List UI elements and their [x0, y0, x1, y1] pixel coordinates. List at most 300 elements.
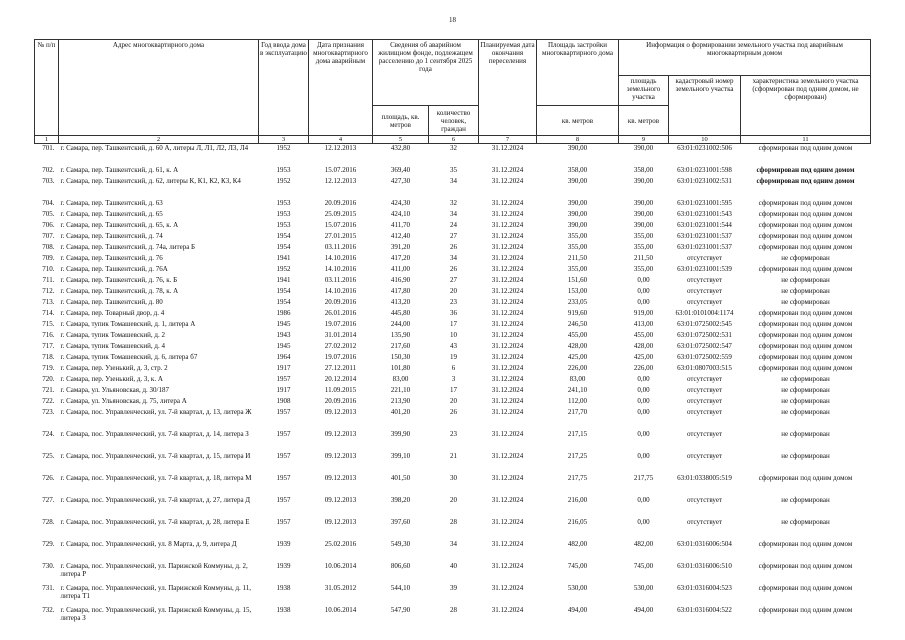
row-land-status: сформирован под одним домом — [758, 308, 853, 317]
row-cadastral: 63:01:0231002:506 — [677, 144, 732, 152]
table-row — [35, 375, 871, 386]
table-row — [35, 474, 871, 496]
row-area: 101,80 — [390, 363, 411, 372]
table-row — [35, 584, 871, 606]
row-building-area: 241,10 — [567, 385, 588, 394]
header-emergency-date: Дата признания многоквартирного дома аварийным — [309, 40, 373, 136]
row-cadastral: 63:01:0231001:543 — [677, 209, 732, 218]
row-address: г. Самара, пер. Ташкентский, д. 65, к. А — [60, 220, 179, 229]
row-plan-date: 31.12.2024 — [491, 583, 524, 592]
row-year: 1952 — [276, 144, 291, 152]
row-land-area: 428,00 — [633, 341, 654, 350]
row-plan-date: 31.12.2024 — [491, 319, 524, 328]
row-year: 1917 — [276, 363, 291, 372]
row-year: 1954 — [276, 231, 291, 240]
row-address: г. Самара, пос. Управленческий, ул. 7-й квартал, д. 18, литера М — [60, 473, 252, 482]
row-year: 1952 — [276, 176, 291, 185]
row-land-area: 390,00 — [633, 209, 654, 218]
row-people: 34 — [450, 209, 457, 218]
row-people: 17 — [450, 319, 457, 328]
row-address: г. Самара, пос. Управленческий, ул. 7-й квартал, д. 13, литера Ж — [60, 407, 252, 416]
header-land-status: характеристика земельного участка (сформирован под одним домом, не сформирован) — [741, 76, 871, 136]
row-year: 1941 — [276, 275, 291, 284]
row-address: г. Самара, пер. Ташкентский, д. 65 — [60, 209, 163, 218]
row-address: г. Самара, тупик Томашевский, д. 2 — [60, 330, 165, 339]
row-address: г. Самара, пер. Ташкентский, д. 60 А, литеры Л, Л1, Л2, Л3, Л4 — [60, 144, 249, 152]
row-land-status: сформирован под одним домом — [756, 176, 855, 185]
row-cadastral: отсутствует — [686, 286, 723, 295]
row-area: 221,10 — [390, 385, 411, 394]
row-land-area: 745,00 — [633, 561, 654, 570]
row-address: г. Самара, пер. Узенький, д. 3, стр. 2 — [60, 363, 168, 372]
row-plan-date: 31.12.2024 — [491, 451, 524, 460]
row-area: 413,20 — [390, 297, 411, 306]
row-people: 32 — [450, 198, 457, 207]
row-cadastral: отсутствует — [686, 297, 723, 306]
row-cadastral: отсутствует — [686, 275, 723, 284]
header-year: Год ввода дома в эксплуатацию — [259, 40, 309, 136]
row-land-status: не сформирован — [781, 451, 830, 460]
table-row — [35, 298, 871, 309]
row-number: 716. — [42, 330, 55, 339]
table-row — [35, 452, 871, 474]
row-year: 1917 — [276, 385, 291, 394]
row-plan-date: 31.12.2024 — [491, 198, 524, 207]
table-row — [35, 309, 871, 320]
row-number: 723. — [42, 407, 55, 416]
row-area: 83,00 — [392, 374, 409, 383]
row-address: г. Самара, ул. Ульяновская, д. 75, литера А — [60, 396, 187, 405]
row-people: 10 — [450, 330, 457, 339]
row-land-status: сформирован под одним домом — [758, 341, 853, 350]
row-year: 1957 — [276, 407, 291, 416]
row-number: 706. — [42, 220, 55, 229]
row-land-area: 226,00 — [633, 363, 654, 372]
row-address: г. Самара, пос. Управленческий, ул. 7-й квартал, д. 15, литера И — [60, 451, 251, 460]
row-land-status: сформирован под одним домом — [758, 605, 853, 614]
row-cadastral: 63:01:0231001:537 — [677, 242, 732, 251]
row-building-area: 919,60 — [567, 308, 588, 317]
row-number: 731. — [42, 583, 55, 592]
row-year: 1939 — [276, 561, 291, 570]
row-year: 1957 — [276, 473, 291, 482]
row-plan-date: 31.12.2024 — [491, 352, 524, 361]
row-building-area: 217,70 — [567, 407, 588, 416]
row-land-status: сформирован под одним домом — [758, 352, 853, 361]
row-land-area: 0,00 — [637, 297, 650, 306]
table-row — [35, 562, 871, 584]
row-emergency-date: 25.09.2015 — [324, 209, 357, 218]
row-area: 547,90 — [390, 605, 411, 614]
row-emergency-date: 19.07.2016 — [324, 352, 357, 361]
row-emergency-date: 31.05.2012 — [324, 583, 357, 592]
row-plan-date: 31.12.2024 — [491, 220, 524, 229]
row-cadastral: отсутствует — [686, 495, 723, 504]
row-people: 3 — [451, 374, 456, 383]
row-people: 43 — [450, 341, 457, 350]
row-emergency-date: 31.01.2014 — [324, 330, 357, 339]
column-number: 6 — [429, 136, 479, 144]
row-area: 549,30 — [390, 539, 411, 548]
row-emergency-date: 10.06.2014 — [324, 561, 357, 570]
table-row — [35, 177, 871, 199]
table-row — [35, 496, 871, 518]
row-people: 20 — [450, 286, 457, 295]
row-address: г. Самара, пос. Управленческий, ул. 7-й квартал, д. 27, литера Д — [60, 495, 251, 504]
table-row — [35, 199, 871, 210]
row-year: 1986 — [276, 308, 291, 317]
row-cadastral: 63:01:0101004:1174 — [675, 308, 734, 317]
row-land-area: 413,00 — [633, 319, 654, 328]
row-plan-date: 31.12.2024 — [491, 407, 524, 416]
row-people: 24 — [450, 220, 457, 229]
row-year: 1908 — [276, 396, 291, 405]
header-number: № п/п — [35, 40, 59, 136]
row-emergency-date: 15.07.2016 — [324, 220, 357, 229]
row-people: 27 — [450, 231, 457, 240]
row-building-area: 530,00 — [567, 583, 588, 592]
row-year: 1953 — [276, 165, 291, 174]
header-land-area: площадь земельного участка — [619, 76, 669, 106]
column-number: 8 — [537, 136, 619, 144]
row-plan-date: 31.12.2024 — [491, 297, 524, 306]
row-cadastral: отсутствует — [686, 396, 723, 405]
table-row — [35, 276, 871, 287]
row-land-area: 0,00 — [637, 396, 650, 405]
row-land-status: сформирован под одним домом — [758, 330, 853, 339]
row-address: г. Самара, тупик Томашевский, д. 1, литера А — [60, 319, 196, 328]
row-cadastral: 63:01:0338005:519 — [677, 473, 732, 482]
row-cadastral: 63:01:0807003:515 — [677, 363, 732, 372]
row-people: 26 — [450, 264, 457, 273]
row-people: 28 — [450, 517, 457, 526]
row-emergency-date: 12.12.2013 — [324, 176, 357, 185]
column-number-row — [35, 136, 871, 144]
row-land-area: 390,00 — [633, 144, 654, 152]
row-building-area: 217,25 — [567, 451, 588, 460]
row-year: 1957 — [276, 374, 291, 383]
row-people: 28 — [450, 605, 457, 614]
row-people: 36 — [450, 308, 457, 317]
row-number: 729. — [42, 539, 55, 548]
row-emergency-date: 09.12.2013 — [324, 473, 357, 482]
row-building-area: 482,00 — [567, 539, 588, 548]
row-number: 718. — [42, 352, 55, 361]
row-plan-date: 31.12.2024 — [491, 385, 524, 394]
row-number: 708. — [42, 242, 55, 251]
row-address: г. Самара, тупик Томашевский, д. 6, литера б7 — [60, 352, 198, 361]
row-year: 1953 — [276, 198, 291, 207]
row-land-area: 0,00 — [637, 286, 650, 295]
row-emergency-date: 15.07.2016 — [324, 165, 357, 174]
column-number: 4 — [309, 136, 373, 144]
row-land-area: 355,00 — [633, 242, 654, 251]
row-people: 34 — [450, 253, 457, 262]
row-people: 27 — [450, 275, 457, 284]
row-area: 369,40 — [390, 165, 411, 174]
row-cadastral: 63:01:0316006:504 — [677, 539, 732, 548]
row-emergency-date: 19.07.2016 — [324, 319, 357, 328]
header-plan-date: Планируемая дата окончания переселения — [479, 40, 537, 136]
row-area: 135,90 — [390, 330, 411, 339]
row-plan-date: 31.12.2024 — [491, 561, 524, 570]
row-land-area: 211,50 — [634, 253, 653, 262]
row-cadastral: 63:01:0725002:545 — [677, 319, 732, 328]
row-land-area: 217,75 — [633, 473, 654, 482]
table-row — [35, 353, 871, 364]
header-fund-group: Сведения об аварийном жилищном фонде, подлежащем расселению до 1 сентября 2025 года — [373, 40, 479, 106]
table-row — [35, 364, 871, 375]
row-land-status: сформирован под одним домом — [758, 198, 853, 207]
row-building-area: 390,00 — [567, 144, 588, 152]
row-land-status: сформирован под одним домом — [758, 319, 853, 328]
page-number: 18 — [449, 16, 456, 24]
row-cadastral: 63:01:0231001:537 — [677, 231, 732, 240]
row-land-area: 0,00 — [637, 429, 650, 438]
table-row — [35, 254, 871, 265]
row-land-status: не сформирован — [781, 407, 830, 416]
row-number: 719. — [42, 363, 55, 372]
row-number: 710. — [42, 264, 55, 273]
row-emergency-date: 20.09.2016 — [324, 297, 357, 306]
row-cadastral: отсутствует — [686, 451, 723, 460]
row-area: 424,30 — [390, 198, 411, 207]
row-people: 34 — [450, 176, 457, 185]
row-land-status: сформирован под одним домом — [758, 264, 853, 273]
column-number: 2 — [59, 136, 259, 144]
row-number: 707. — [42, 231, 55, 240]
row-land-status: сформирован под одним домом — [758, 473, 853, 482]
row-plan-date: 31.12.2024 — [491, 231, 524, 240]
row-people: 6 — [451, 363, 456, 372]
row-area: 217,60 — [390, 341, 411, 350]
row-land-area: 530,00 — [633, 583, 654, 592]
row-land-area: 0,00 — [637, 275, 650, 284]
row-land-area: 482,00 — [633, 539, 654, 548]
row-plan-date: 31.12.2024 — [491, 275, 524, 284]
row-building-area: 246,50 — [567, 319, 588, 328]
header-land-unit: кв. метров — [619, 106, 669, 136]
row-emergency-date: 14.10.2016 — [324, 253, 357, 262]
row-area: 427,30 — [390, 176, 411, 185]
row-plan-date: 31.12.2024 — [491, 242, 524, 251]
row-people: 34 — [450, 539, 457, 548]
header-land-group: Информация о формировании земельного участка под аварийным многоквартирным домом — [619, 40, 871, 76]
table-row — [35, 408, 871, 430]
row-land-status: не сформирован — [781, 517, 830, 526]
row-cadastral: 63:01:0316004:522 — [677, 605, 732, 614]
row-land-area: 0,00 — [637, 407, 650, 416]
row-number: 721. — [42, 385, 55, 394]
row-address: г. Самара, пос. Управленческий, ул. Парижской Коммуны, д. 2, литера Р — [60, 561, 248, 578]
row-emergency-date: 27.12.2011 — [324, 363, 357, 372]
table-row — [35, 540, 871, 562]
row-area: 411,70 — [391, 220, 410, 229]
row-year: 1957 — [276, 451, 291, 460]
row-land-status: сформирован под одним домом — [758, 220, 853, 229]
row-land-area: 425,00 — [633, 352, 654, 361]
table-body — [35, 144, 871, 628]
row-emergency-date: 11.09.2015 — [324, 385, 357, 394]
row-emergency-date: 20.09.2016 — [324, 396, 357, 405]
row-number: 720. — [42, 374, 55, 383]
row-plan-date: 31.12.2024 — [491, 144, 524, 152]
row-year: 1943 — [276, 330, 291, 339]
row-building-area: 455,00 — [567, 330, 588, 339]
row-number: 713. — [42, 297, 55, 306]
row-people: 26 — [450, 242, 457, 251]
row-area: 244,00 — [390, 319, 411, 328]
row-plan-date: 31.12.2024 — [491, 264, 524, 273]
row-plan-date: 31.12.2024 — [491, 330, 524, 339]
row-year: 1941 — [276, 253, 291, 262]
table-row — [35, 243, 871, 254]
row-address: г. Самара, пер. Узенький, д. 3, к. А — [60, 374, 163, 383]
row-area: 397,60 — [390, 517, 411, 526]
row-people: 39 — [450, 583, 457, 592]
row-land-status: сформирован под одним домом — [758, 231, 853, 240]
row-cadastral: 63:01:0231002:531 — [677, 176, 732, 185]
row-emergency-date: 20.12.2014 — [324, 374, 357, 383]
row-year: 1954 — [276, 286, 291, 295]
row-emergency-date: 03.11.2016 — [324, 242, 357, 251]
row-building-area: 226,00 — [567, 363, 588, 372]
row-people: 26 — [450, 407, 457, 416]
row-land-area: 390,00 — [633, 176, 654, 185]
row-area: 417,80 — [390, 286, 411, 295]
row-area: 398,20 — [390, 495, 411, 504]
row-cadastral: отсутствует — [686, 253, 723, 262]
row-emergency-date: 27.01.2015 — [324, 231, 357, 240]
row-emergency-date: 09.12.2013 — [324, 495, 357, 504]
row-cadastral: 63:01:0316006:510 — [677, 561, 732, 570]
header-cadastral: кадастровый номер земельного участка — [669, 76, 741, 136]
row-building-area: 217,75 — [567, 473, 588, 482]
row-area: 416,90 — [390, 275, 411, 284]
row-plan-date: 31.12.2024 — [491, 308, 524, 317]
row-people: 19 — [450, 352, 457, 361]
row-area: 417,20 — [390, 253, 411, 262]
row-people: 23 — [450, 297, 457, 306]
row-plan-date: 31.12.2024 — [491, 209, 524, 218]
row-plan-date: 31.12.2024 — [491, 473, 524, 482]
row-area: 544,10 — [390, 583, 411, 592]
row-address: г. Самара, пер. Ташкентский, д. 74а, литера Б — [60, 242, 196, 251]
row-number: 730. — [42, 561, 55, 570]
row-cadastral: отсутствует — [686, 429, 723, 438]
row-people: 20 — [450, 495, 457, 504]
row-emergency-date: 25.02.2016 — [324, 539, 357, 548]
column-number: 11 — [741, 136, 871, 144]
row-emergency-date: 09.12.2013 — [324, 429, 357, 438]
row-year: 1939 — [276, 539, 291, 548]
row-address: г. Самара, пер. Ташкентский, д. 63 — [60, 198, 163, 207]
table-row — [35, 210, 871, 221]
row-address: г. Самара, пос. Управленческий, ул. 7-й квартал, д. 14, литера З — [60, 429, 249, 438]
row-area: 150,30 — [390, 352, 411, 361]
row-year: 1953 — [276, 220, 291, 229]
row-land-area: 919,00 — [633, 308, 654, 317]
row-building-area: 211,50 — [568, 253, 587, 262]
row-area: 411,00 — [391, 264, 410, 273]
row-land-status: не сформирован — [781, 253, 830, 262]
row-address: г. Самара, пос. Управленческий, ул. Парижской Коммуны, д. 11, литера Т1 — [60, 583, 252, 600]
row-land-area: 355,00 — [633, 231, 654, 240]
row-cadastral: 63:01:0725002:547 — [677, 341, 732, 350]
row-year: 1953 — [276, 209, 291, 218]
row-year: 1938 — [276, 583, 291, 592]
column-number: 5 — [373, 136, 429, 144]
row-number: 725. — [42, 451, 55, 460]
row-land-status: сформирован под одним домом — [758, 209, 853, 218]
row-land-status: не сформирован — [781, 275, 830, 284]
table-row — [35, 144, 871, 166]
table-row — [35, 232, 871, 243]
row-address: г. Самара, пер. Ташкентский, д. 76А — [60, 264, 168, 273]
row-building-area: 425,00 — [567, 352, 588, 361]
row-plan-date: 31.12.2024 — [491, 165, 524, 174]
row-cadastral: 63:01:0725002:559 — [677, 352, 732, 361]
row-area: 424,10 — [390, 209, 411, 218]
row-number: 722. — [42, 396, 55, 405]
table-row — [35, 518, 871, 540]
row-area: 391,20 — [390, 242, 411, 251]
row-building-area: 83,00 — [569, 374, 586, 383]
row-land-area: 0,00 — [637, 374, 650, 383]
row-land-status: не сформирован — [781, 429, 830, 438]
row-land-status: сформирован под одним домом — [758, 583, 853, 592]
row-emergency-date: 14.10.2016 — [324, 286, 357, 295]
row-building-area: 217,15 — [567, 429, 588, 438]
row-number: 704. — [42, 198, 55, 207]
row-emergency-date: 12.12.2013 — [324, 144, 357, 152]
table-row — [35, 287, 871, 298]
row-people: 21 — [450, 451, 457, 460]
row-land-area: 0,00 — [637, 385, 650, 394]
row-emergency-date: 09.12.2013 — [324, 517, 357, 526]
row-land-status: сформирован под одним домом — [758, 242, 853, 251]
row-address: г. Самара, пер. Ташкентский, д. 76 — [60, 253, 163, 262]
row-cadastral: 63:01:0231001:595 — [677, 198, 732, 207]
row-address: г. Самара, ул. Ульяновская, д. 30/187 — [60, 385, 169, 394]
row-plan-date: 31.12.2024 — [491, 374, 524, 383]
table-row — [35, 320, 871, 331]
row-number: 709. — [42, 253, 55, 262]
row-plan-date: 31.12.2024 — [491, 363, 524, 372]
row-land-status: не сформирован — [781, 396, 830, 405]
row-building-area: 358,00 — [567, 165, 588, 174]
row-plan-date: 31.12.2024 — [491, 495, 524, 504]
table-row — [35, 331, 871, 342]
row-people: 20 — [450, 396, 457, 405]
header-building-area: Площадь застройки многоквартирного дома — [537, 40, 619, 106]
row-building-area: 745,00 — [567, 561, 588, 570]
row-people: 35 — [450, 165, 457, 174]
row-land-status: сформирован под одним домом — [758, 363, 853, 372]
row-building-area: 355,00 — [567, 242, 588, 251]
row-address: г. Самара, пер. Ташкентский, д. 80 — [60, 297, 163, 306]
row-year: 1945 — [276, 341, 291, 350]
row-emergency-date: 14.10.2016 — [324, 264, 357, 273]
table-row — [35, 342, 871, 353]
row-year: 1957 — [276, 495, 291, 504]
row-building-area: 390,00 — [567, 220, 588, 229]
row-building-area: 494,00 — [567, 605, 588, 614]
row-land-area: 0,00 — [637, 495, 650, 504]
row-number: 711. — [42, 275, 55, 284]
row-cadastral: отсутствует — [686, 407, 723, 416]
row-cadastral: 63:01:0231001:598 — [677, 165, 732, 174]
